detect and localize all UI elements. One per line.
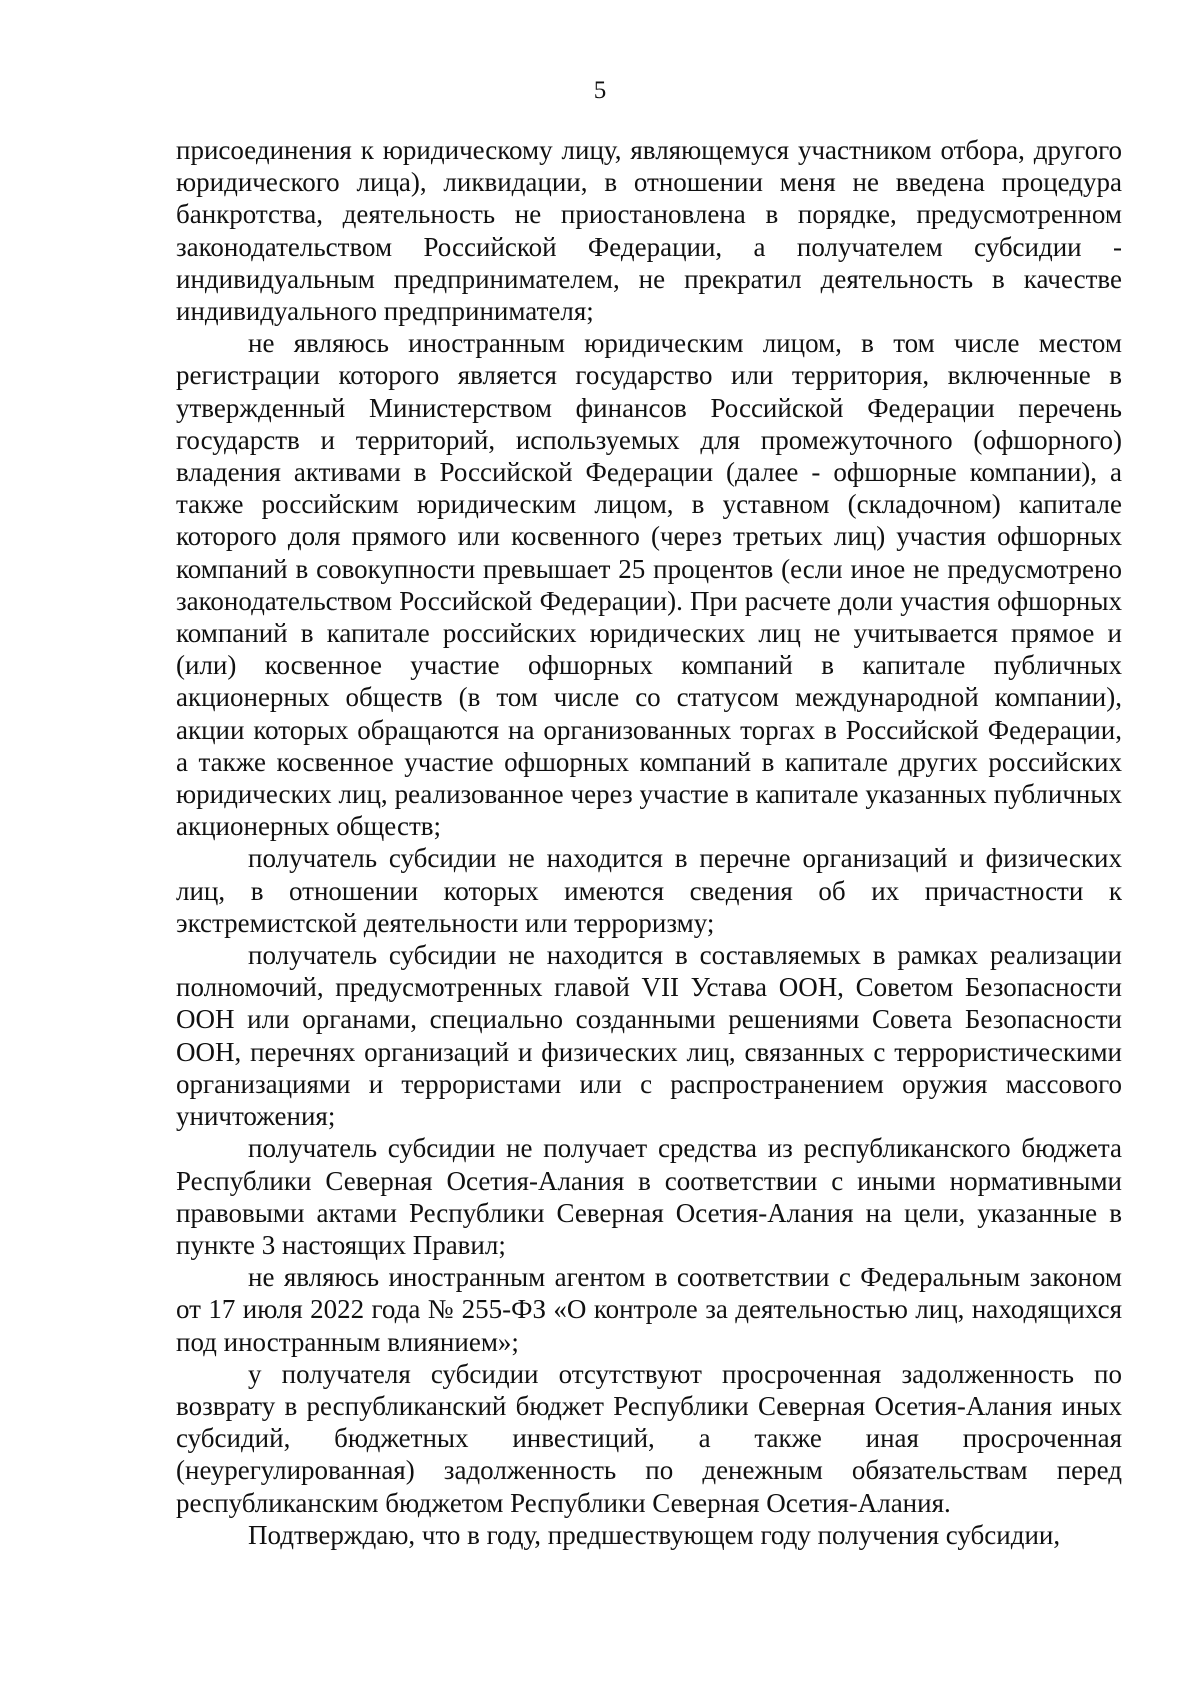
page-number: 5 (593, 77, 607, 104)
paragraph-foreign-agent: не являюсь иностранным агентом в соответствии с Федеральным законом от 17 июля 2022 года № 255-ФЗ «О контроле за деятельностью лиц, находящихся под иностранным влиянием»; (176, 1262, 1122, 1357)
paragraph-un-lists: получатель субсидии не находится в составляемых в рамках реализации полномочий, предусмотренных главой VII Устава ООН, Советом Безопасности ООН или органами, специально созданными решениями Совета Безопасности ООН, перечнях организаций и физических лиц, связанных с террористическими организациями и террористами или с распространением оружия массового уничтожения; (176, 940, 1122, 1132)
paragraph-continuation: присоединения к юридическому лицу, являющемуся участником отбора, другого юридического лица), ликвидации, в отношении меня не введена процедура банкротства, деятельность не приостановлена в порядке, предусмотренном законодательством Российской Федерации, а получателем субсидии - индивидуальным предпринимателем, не прекратил деятельность в качестве индивидуального предпринимателя; (176, 135, 1122, 327)
paragraph-confirmation: Подтверждаю, что в году, предшествующем году получения субсидии, (248, 1519, 1061, 1550)
paragraph-extremism: получатель субсидии не находится в перечне организаций и физических лиц, в отношении которых имеются сведения об их причастности к экстремистской деятельности или терроризму; (176, 843, 1122, 938)
paragraph-debt: у получателя субсидии отсутствуют просроченная задолженность по возврату в республиканский бюджет Республики Северная Осетия-Алания иных субсидий, бюджетных инвестиций, а также иная просроченная (неурегулированная) задолженность по денежным обязательствам перед республиканским бюджетом Республики Северная Осетия-Алания. (176, 1358, 1122, 1518)
document-body (176, 134, 1122, 1551)
paragraph-budget-funds: получатель субсидии не получает средства из республиканского бюджета Республики Северная Осетия-Алания в соответствии с иными нормативными правовыми актами Республики Северная Осетия-Алания на цели, указанные в пункте 3 настоящих Правил; (176, 1133, 1122, 1260)
paragraph-offshore: не являюсь иностранным юридическим лицом, в том числе местом регистрации которого является государство или территория, включенные в утвержденный Министерством финансов Российской Федерации перечень государств и территорий, используемых для промежуточного (офшорного) владения активами в Российской Федерации (далее - офшорные компании), а также российским юридическим лицом, в уставном (складочном) капитале которого доля прямого или косвенного (через третьих лиц) участия офшорных компаний в совокупности превышает 25 процентов (если иное не предусмотрено законодательством Российской Федерации). При расчете доли участия офшорных компаний в капитале российских юридических лиц не учитывается прямое и (или) косвенное участие офшорных компаний в капитале публичных акционерных обществ (в том числе со статусом международной компании), акции которых обращаются на организованных торгах в Российской Федерации, а также косвенное участие офшорных компаний в капитале других российских юридических лиц, реализованное через участие в капитале указанных публичных акционерных обществ; (176, 328, 1122, 842)
